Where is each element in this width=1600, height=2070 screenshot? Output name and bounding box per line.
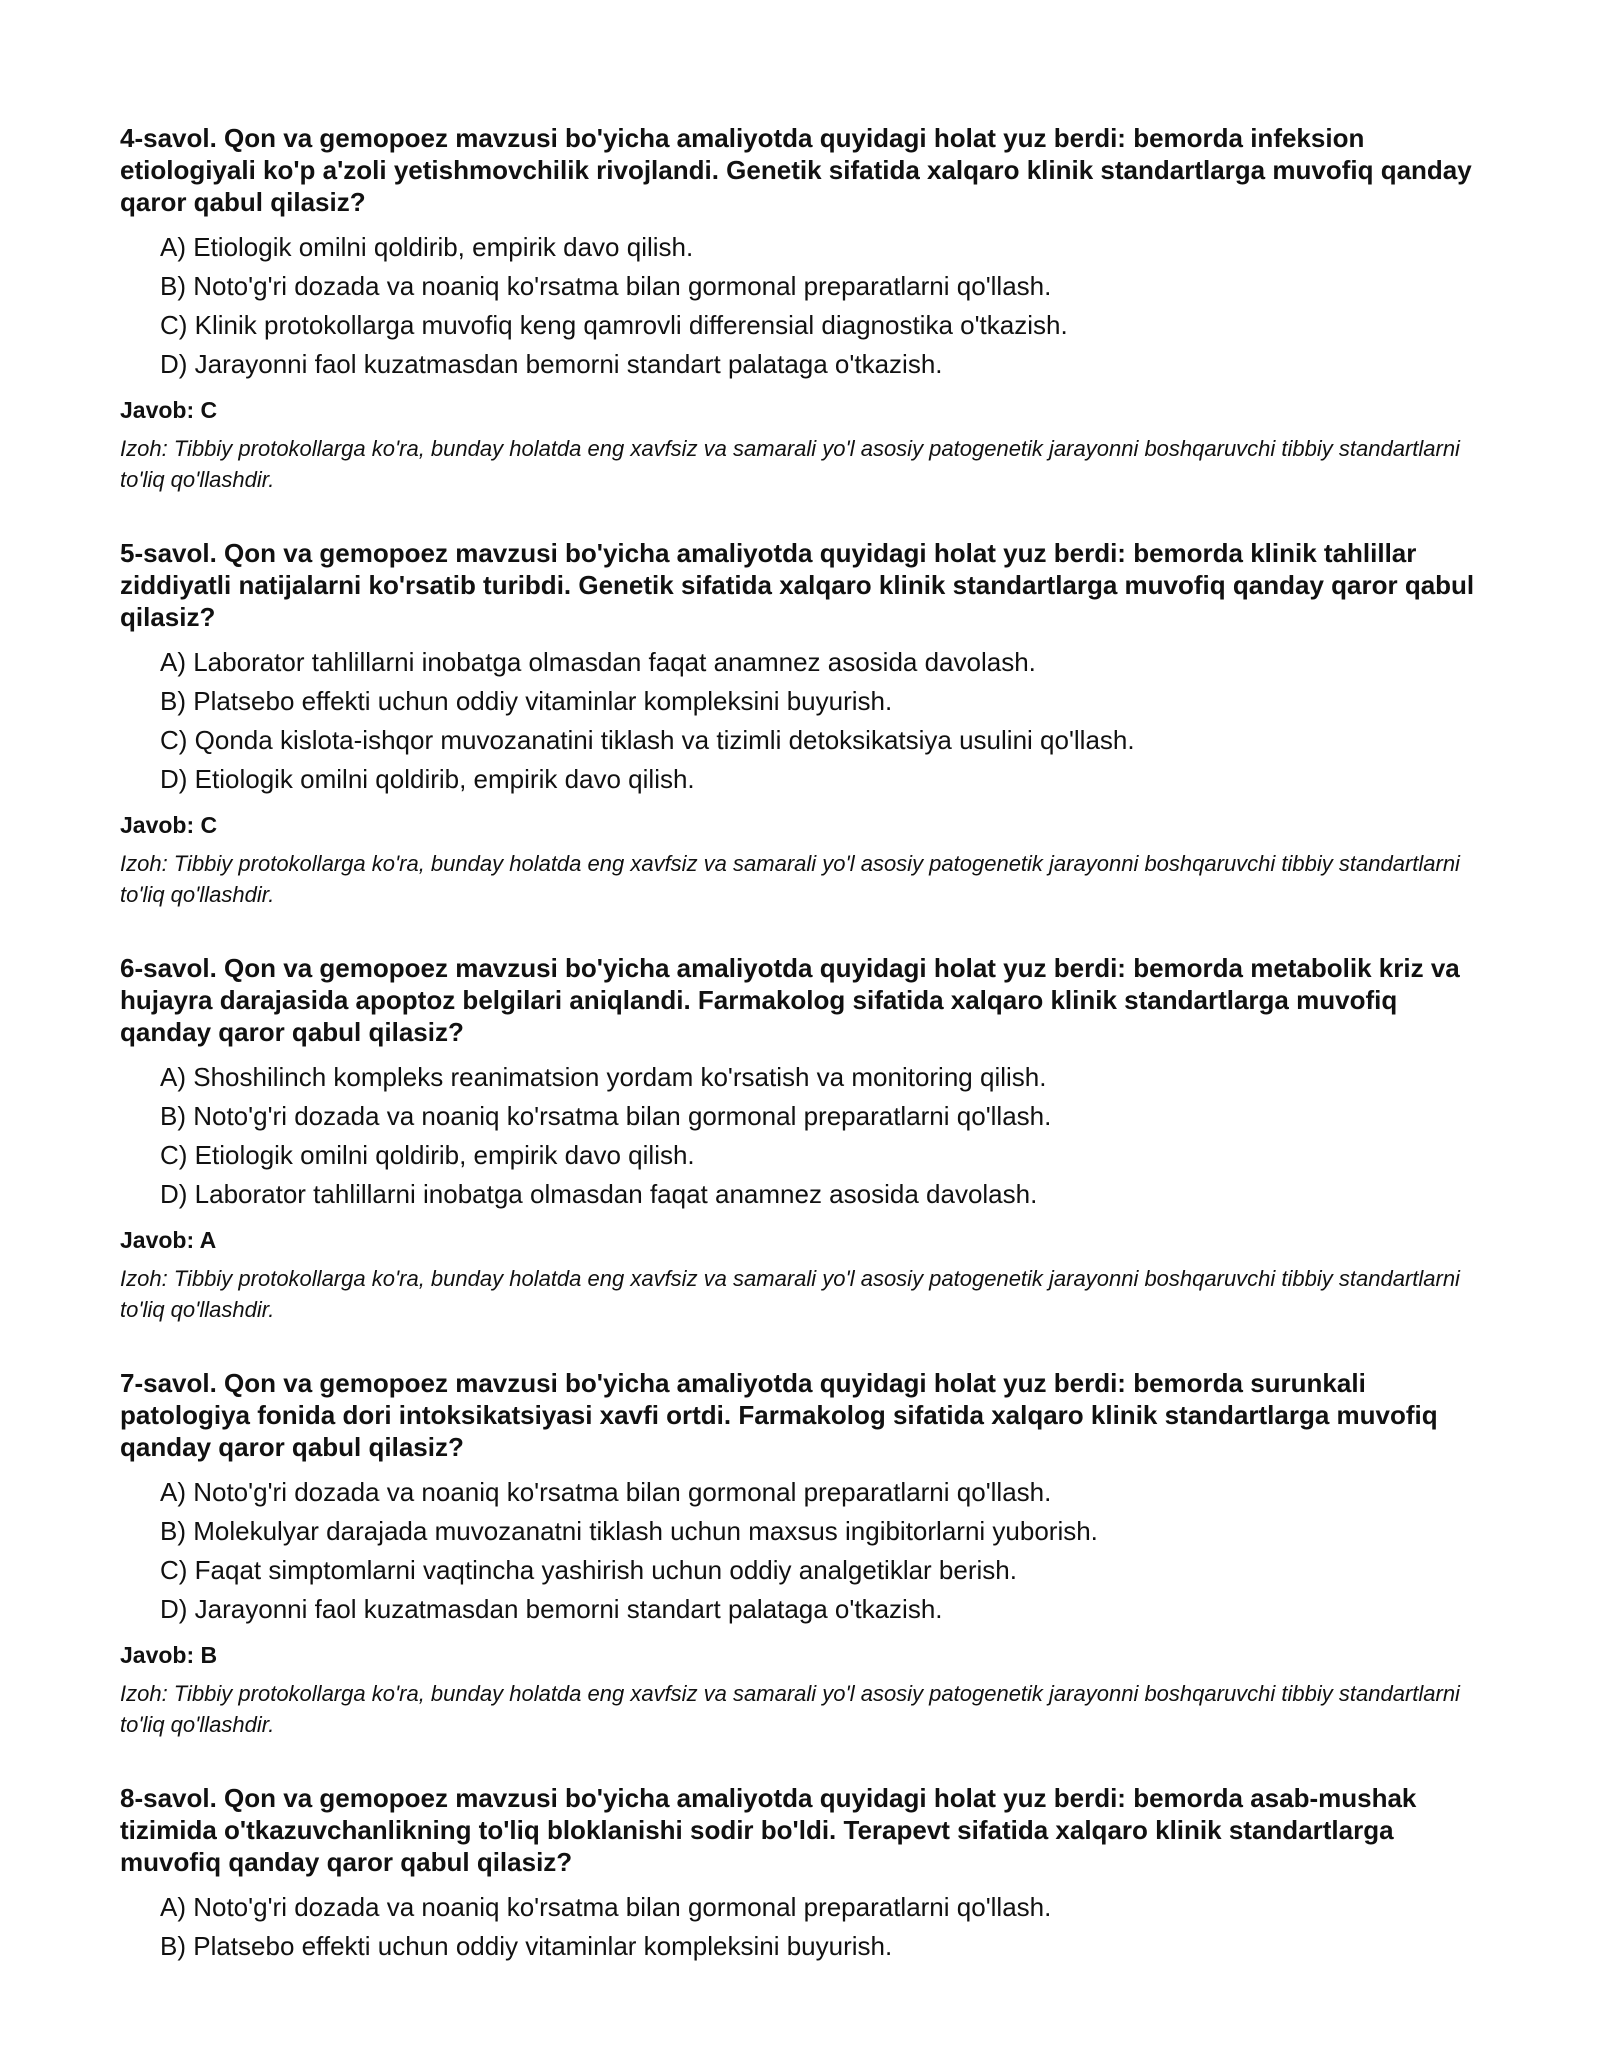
answer-options bbox=[120, 643, 1490, 799]
answer-options bbox=[120, 228, 1490, 384]
question-block-6 bbox=[120, 952, 1490, 1325]
answer-line: Javob: C bbox=[120, 812, 218, 838]
explanation-note: Izoh: Tibbiy protokollarga ko'ra, bunday holatda eng xavfsiz va samarali yo'l asosiy patogenetik jarayonni boshqaruvchi tibbiy standartlarni to'liq qo'llashdir. bbox=[120, 851, 1460, 907]
question-title: 7-savol. Qon va gemopoez mavzusi bo'yicha amaliyotda quyidagi holat yuz berdi: bemorda surunkali patologiya fonida dori intoksikatsiyasi xavfi ortdi. Farmakolog sifatida xalqaro klinik standartlarga muvofiq qanday qaror qabul qilasiz? bbox=[120, 1368, 1438, 1462]
option-d: D) Jarayonni faol kuzatmasdan bemorni standart palataga o'tkazish. bbox=[160, 349, 943, 379]
option-b: B) Noto'g'ri dozada va noaniq ko'rsatma bilan gormonal preparatlarni qo'llash. bbox=[160, 271, 1052, 301]
answer-line: Javob: C bbox=[120, 397, 218, 423]
option-d: D) Jarayonni faol kuzatmasdan bemorni standart palataga o'tkazish. bbox=[160, 1594, 943, 1624]
option-b: B) Noto'g'ri dozada va noaniq ko'rsatma bilan gormonal preparatlarni qo'llash. bbox=[160, 1101, 1052, 1131]
option-c: C) Faqat simptomlarni vaqtincha yashirish uchun oddiy analgetiklar berish. bbox=[160, 1555, 1017, 1585]
option-a: A) Shoshilinch kompleks reanimatsion yordam ko'rsatish va monitoring qilish. bbox=[160, 1062, 1047, 1092]
option-b: B) Molekulyar darajada muvozanatni tiklash uchun maxsus ingibitorlarni yuborish. bbox=[160, 1516, 1098, 1546]
explanation-note: Izoh: Tibbiy protokollarga ko'ra, bunday holatda eng xavfsiz va samarali yo'l asosiy patogenetik jarayonni boshqaruvchi tibbiy standartlarni to'liq qo'llashdir. bbox=[120, 436, 1460, 492]
answer-options bbox=[120, 1473, 1490, 1629]
option-a: A) Laborator tahlillarni inobatga olmasdan faqat anamnez asosida davolash. bbox=[160, 647, 1036, 677]
question-title: 6-savol. Qon va gemopoez mavzusi bo'yicha amaliyotda quyidagi holat yuz berdi: bemorda metabolik kriz va hujayra darajasida apoptoz belgilari aniqlandi. Farmakolog sifatida xalqaro klinik standartlarga muvofiq qanday qaror qabul qilasiz? bbox=[120, 953, 1460, 1047]
question-block-5 bbox=[120, 537, 1490, 910]
question-block-4 bbox=[120, 122, 1490, 495]
option-a: A) Etiologik omilni qoldirib, empirik davo qilish. bbox=[160, 232, 694, 262]
answer-line: Javob: A bbox=[120, 1227, 217, 1253]
option-b: B) Platsebo effekti uchun oddiy vitaminlar kompleksini buyurish. bbox=[160, 686, 893, 716]
question-title: 8-savol. Qon va gemopoez mavzusi bo'yicha amaliyotda quyidagi holat yuz berdi: bemorda asab-mushak tizimida o'tkazuvchanlikning to'liq bloklanishi sodir bo'ldi. Terapevt sifatida xalqaro klinik standartlarga muvofiq qanday qaror qabul qilasiz? bbox=[120, 1783, 1417, 1877]
option-a: A) Noto'g'ri dozada va noaniq ko'rsatma bilan gormonal preparatlarni qo'llash. bbox=[160, 1892, 1052, 1922]
explanation-note: Izoh: Tibbiy protokollarga ko'ra, bunday holatda eng xavfsiz va samarali yo'l asosiy patogenetik jarayonni boshqaruvchi tibbiy standartlarni to'liq qo'llashdir. bbox=[120, 1266, 1460, 1322]
explanation-note: Izoh: Tibbiy protokollarga ko'ra, bunday holatda eng xavfsiz va samarali yo'l asosiy patogenetik jarayonni boshqaruvchi tibbiy standartlarni to'liq qo'llashdir. bbox=[120, 1681, 1460, 1737]
question-block-7 bbox=[120, 1367, 1490, 1740]
document-page bbox=[120, 122, 1490, 2008]
question-title: 5-savol. Qon va gemopoez mavzusi bo'yicha amaliyotda quyidagi holat yuz berdi: bemorda klinik tahlillar ziddiyatli natijalarni ko'rsatib turibdi. Genetik sifatida xalqaro klinik standartlarga muvofiq qanday qaror qabul qilasiz? bbox=[120, 538, 1475, 632]
option-b: B) Platsebo effekti uchun oddiy vitaminlar kompleksini buyurish. bbox=[160, 1931, 893, 1961]
answer-options bbox=[120, 1888, 1490, 1966]
answer-options bbox=[120, 1058, 1490, 1214]
option-c: C) Qonda kislota-ishqor muvozanatini tiklash va tizimli detoksikatsiya usulini qo'llash. bbox=[160, 725, 1135, 755]
option-c: C) Klinik protokollarga muvofiq keng qamrovli differensial diagnostika o'tkazish. bbox=[160, 310, 1068, 340]
option-c: C) Etiologik omilni qoldirib, empirik davo qilish. bbox=[160, 1140, 695, 1170]
question-title: 4-savol. Qon va gemopoez mavzusi bo'yicha amaliyotda quyidagi holat yuz berdi: bemorda infeksion etiologiyali ko'p a'zoli yetishmovchilik rivojlandi. Genetik sifatida xalqaro klinik standartlarga muvofiq qanday qaror qabul qilasiz? bbox=[120, 123, 1472, 217]
option-a: A) Noto'g'ri dozada va noaniq ko'rsatma bilan gormonal preparatlarni qo'llash. bbox=[160, 1477, 1052, 1507]
answer-line: Javob: B bbox=[120, 1642, 218, 1668]
option-d: D) Laborator tahlillarni inobatga olmasdan faqat anamnez asosida davolash. bbox=[160, 1179, 1038, 1209]
question-block-8 bbox=[120, 1782, 1490, 1966]
option-d: D) Etiologik omilni qoldirib, empirik davo qilish. bbox=[160, 764, 695, 794]
